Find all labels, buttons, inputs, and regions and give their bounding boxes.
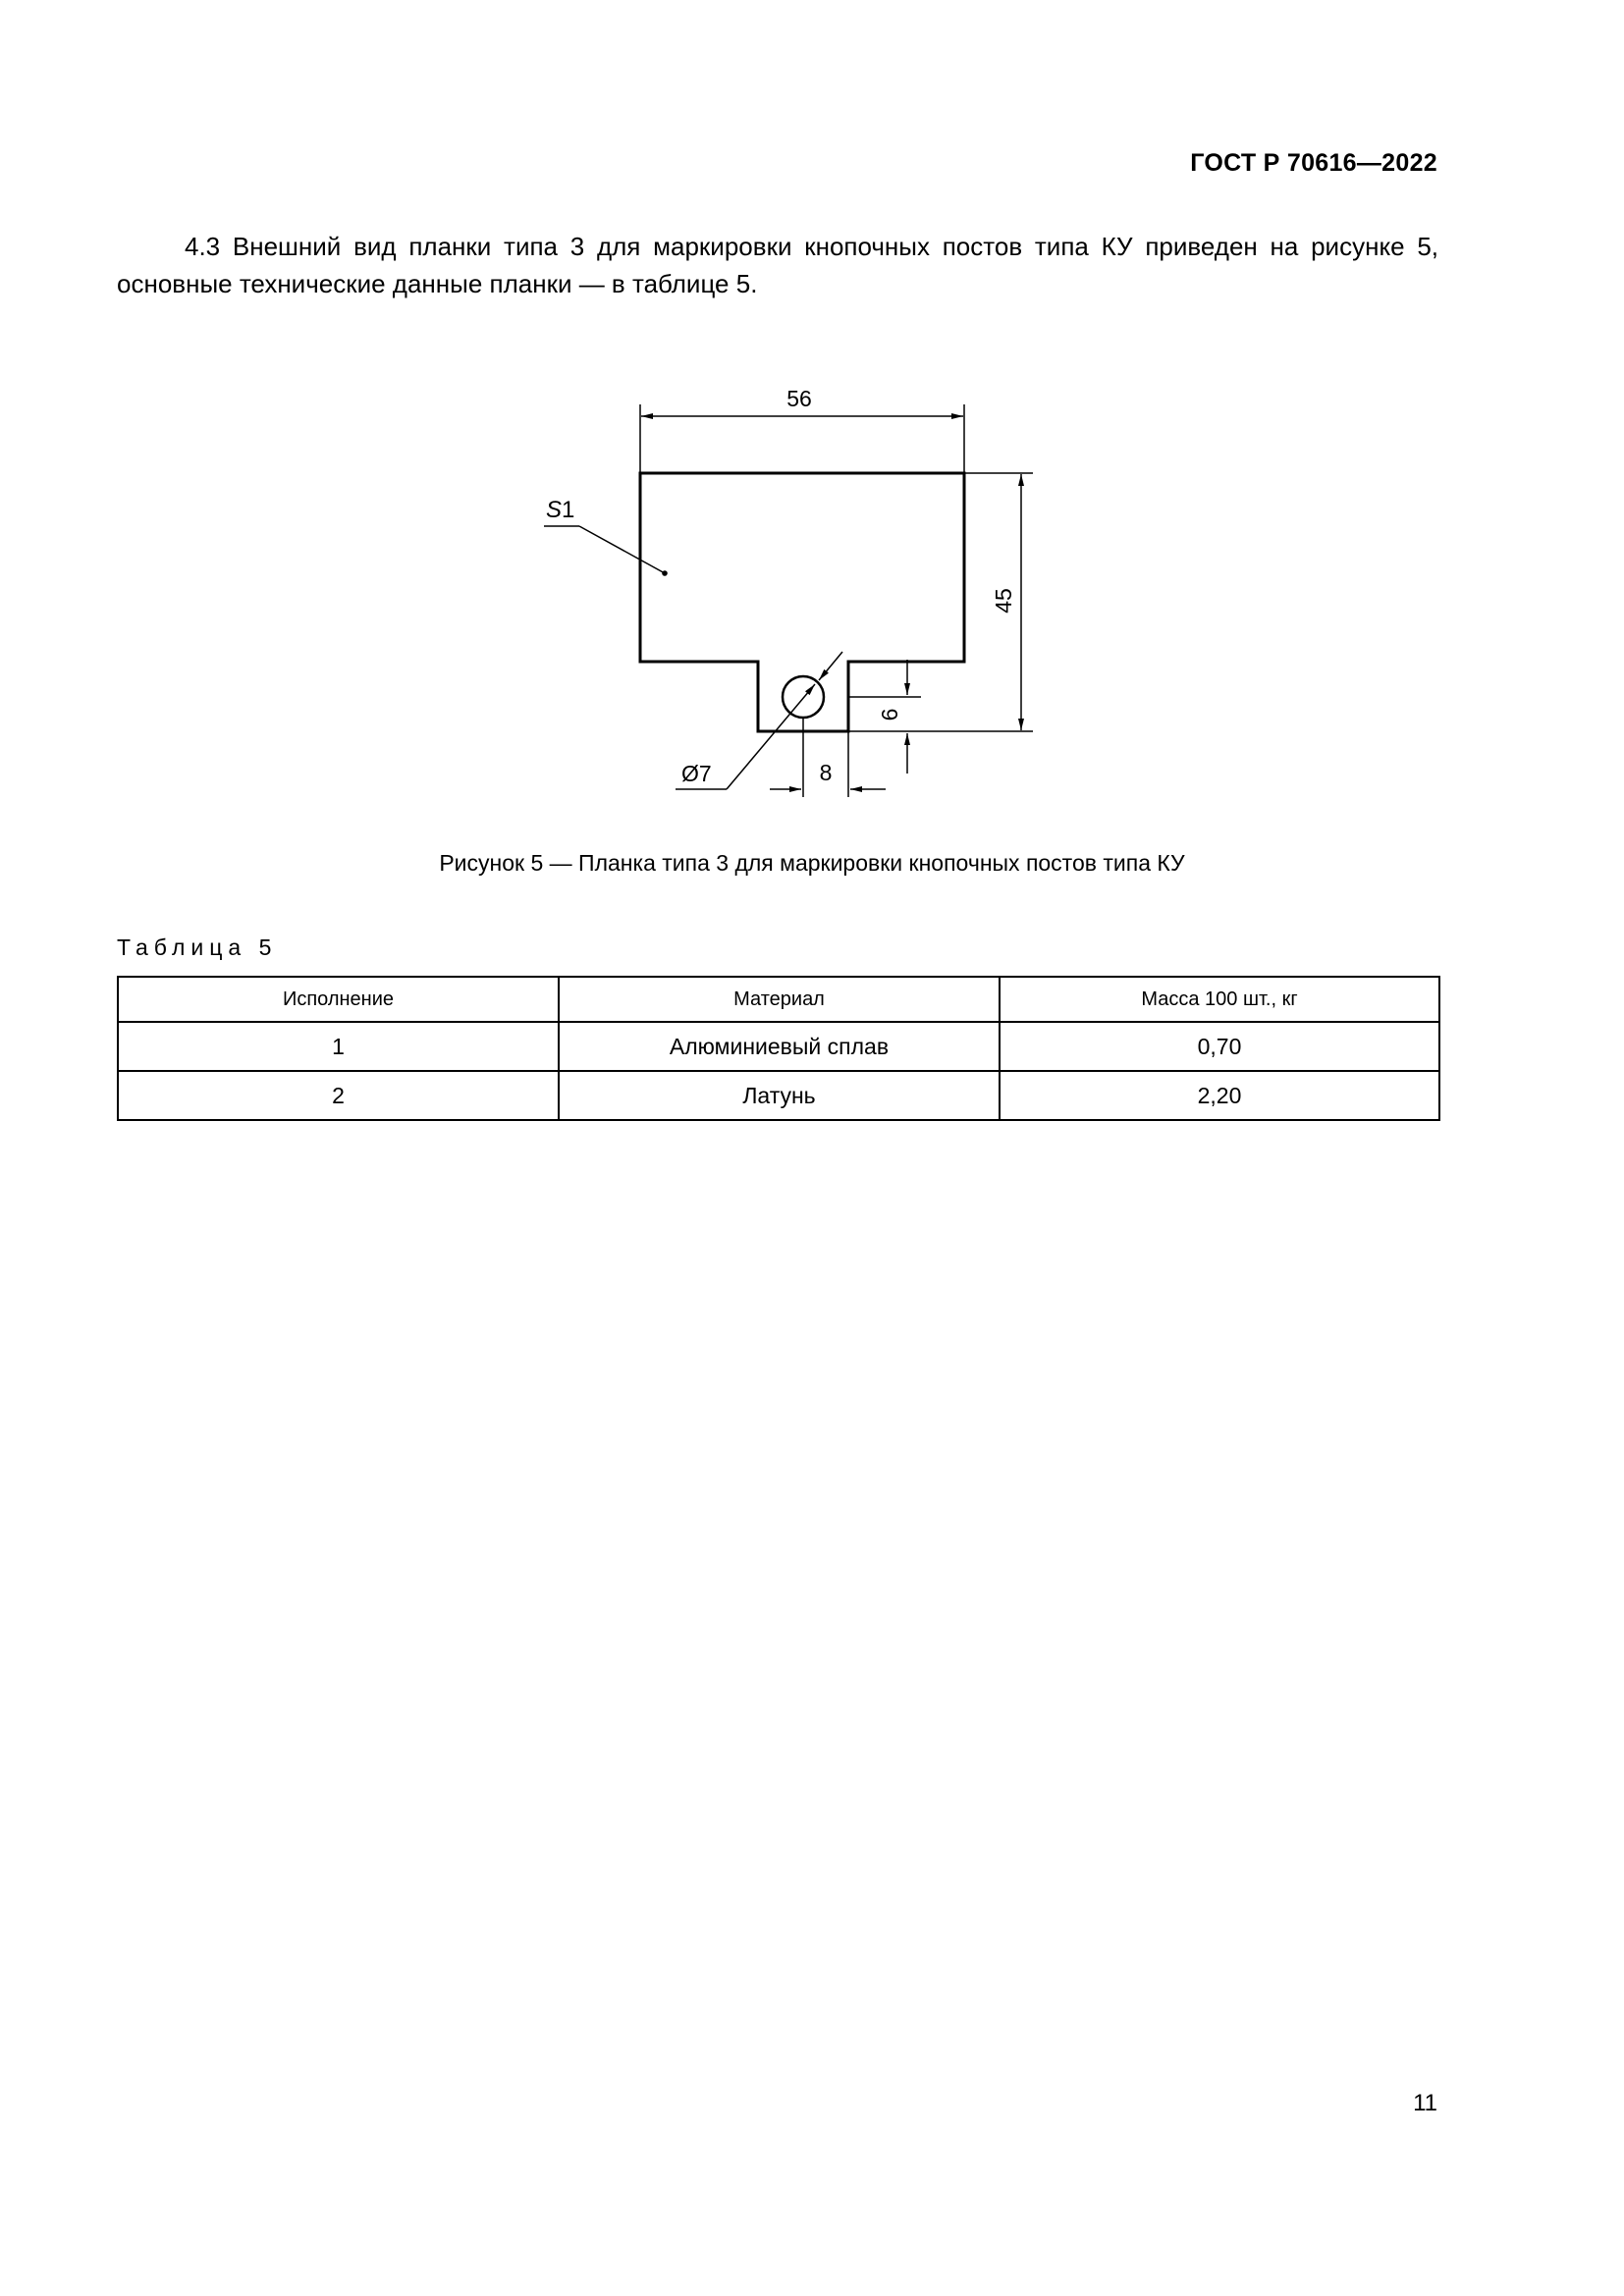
cell-mass: 0,70 bbox=[1000, 1022, 1439, 1071]
paragraph-line-1: 4.3 Внешний вид планки типа 3 для маркировки кнопочных постов типа КУ приведен на рисунке 5, bbox=[185, 232, 1438, 261]
surface-label-letter: S bbox=[546, 497, 563, 523]
figure-caption: Рисунок 5 — Планка типа 3 для маркировки кнопочных постов типа КУ bbox=[439, 850, 1185, 876]
cell-mass: 2,20 bbox=[1000, 1071, 1439, 1120]
plate-drawing-svg bbox=[530, 373, 1060, 805]
table-row bbox=[118, 1022, 1439, 1071]
cell-material: Латунь bbox=[559, 1071, 1000, 1120]
dimension-line-hole-diameter bbox=[727, 684, 815, 789]
cell-version: 1 bbox=[118, 1022, 559, 1071]
surface-label-index: 1 bbox=[562, 497, 575, 523]
column-header-material: Материал bbox=[559, 977, 1000, 1022]
surface-leader-line bbox=[579, 526, 665, 573]
dimension-slot-height-label: 6 bbox=[877, 708, 902, 721]
hole-circle bbox=[783, 676, 824, 718]
table-row bbox=[118, 1071, 1439, 1120]
table-header-row bbox=[118, 977, 1439, 1022]
dimension-height-label: 45 bbox=[991, 588, 1016, 614]
dimension-hole-label: Ø7 bbox=[681, 761, 712, 786]
surface-label bbox=[546, 497, 574, 523]
page-number: 11 bbox=[1413, 2090, 1437, 2116]
figure-5-drawing bbox=[530, 373, 1060, 805]
dimension-line-hole-diameter-outer bbox=[819, 652, 842, 680]
paragraph-line-2: основные технические данные планки — в таблице 5. bbox=[117, 269, 758, 298]
cell-material: Алюминиевый сплав bbox=[559, 1022, 1000, 1071]
column-header-version: Исполнение bbox=[118, 977, 559, 1022]
table-title: Таблица 5 bbox=[117, 934, 278, 960]
specs-table bbox=[117, 976, 1440, 1121]
intro-paragraph bbox=[117, 228, 1438, 302]
dimension-width-label: 56 bbox=[786, 386, 812, 411]
column-header-mass: Масса 100 шт., кг bbox=[1000, 977, 1439, 1022]
surface-leader-dot bbox=[662, 570, 668, 576]
dimension-slot-width-label: 8 bbox=[819, 760, 833, 785]
plate-outline bbox=[640, 473, 964, 731]
cell-version: 2 bbox=[118, 1071, 559, 1120]
document-code: ГОСТ Р 70616—2022 bbox=[1190, 149, 1437, 177]
